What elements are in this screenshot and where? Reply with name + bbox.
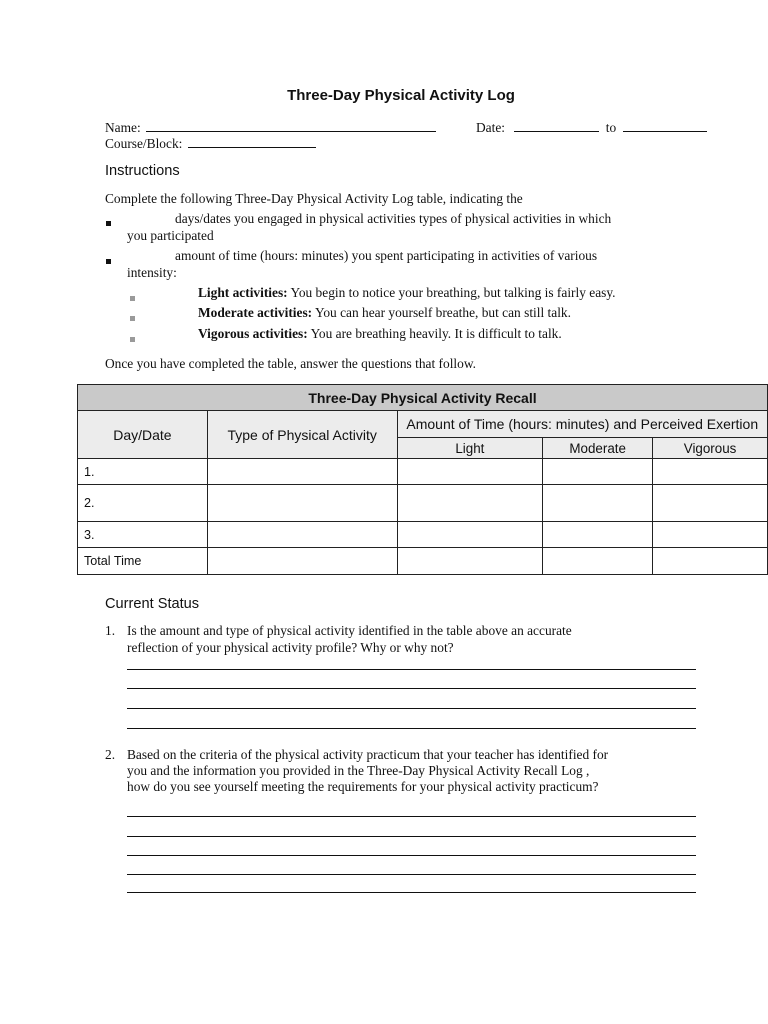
question-1-line1: Is the amount and type of physical activity identified in the table above an accurate bbox=[127, 623, 572, 638]
row-label: Total Time bbox=[78, 548, 208, 575]
answer-line[interactable] bbox=[127, 816, 696, 817]
cell-input[interactable] bbox=[543, 522, 653, 548]
instructions-outro: Once you have completed the table, answer the questions that follow. bbox=[105, 356, 476, 371]
date-to-label: to bbox=[605, 120, 617, 135]
light-text: You begin to notice your breathing, but talking is fairly easy. bbox=[287, 285, 616, 300]
row-label: 1. bbox=[78, 459, 208, 485]
table-row bbox=[78, 459, 768, 485]
bullet-icon bbox=[106, 251, 111, 269]
sub-bullet-icon bbox=[130, 308, 135, 326]
question-2-line1: Based on the criteria of the physical activity practicum that your teacher has identified for bbox=[127, 747, 609, 762]
question-1-line2: reflection of your physical activity profile? Why or why not? bbox=[127, 640, 454, 655]
col-light: Light bbox=[397, 438, 543, 459]
cell-input[interactable] bbox=[207, 485, 397, 522]
cell-input[interactable] bbox=[653, 548, 768, 575]
date-end-field[interactable] bbox=[623, 119, 707, 132]
cell-input[interactable] bbox=[397, 485, 543, 522]
status-heading: Current Status bbox=[105, 596, 200, 612]
col-amount-of-time: Amount of Time (hours: minutes) and Perceived Exertion bbox=[397, 411, 768, 438]
col-day-date: Day/Date bbox=[78, 411, 208, 459]
cell-input[interactable] bbox=[397, 459, 543, 485]
name-label: Name: bbox=[105, 120, 141, 135]
sub-bullet-vigorous bbox=[198, 326, 562, 342]
vigorous-label: Vigorous activities: bbox=[198, 326, 308, 341]
answer-line[interactable] bbox=[127, 892, 696, 893]
course-field[interactable] bbox=[188, 135, 316, 148]
cell-input[interactable] bbox=[543, 485, 653, 522]
cell-input[interactable] bbox=[543, 459, 653, 485]
cell-input[interactable] bbox=[653, 485, 768, 522]
question-2-number: 2. bbox=[105, 747, 116, 762]
instructions-heading: Instructions bbox=[105, 163, 180, 179]
cell-input[interactable] bbox=[207, 459, 397, 485]
table-row bbox=[78, 522, 768, 548]
moderate-label: Moderate activities: bbox=[198, 305, 313, 320]
sub-bullet-icon bbox=[130, 329, 135, 347]
moderate-text: You can hear yourself breathe, but can still talk. bbox=[312, 305, 571, 320]
bullet-1-line1: days/dates you engaged in physical activities types of physical activities in which bbox=[175, 211, 612, 226]
question-2-line2: you and the information you provided in the Three-Day Physical Activity Recall Log , bbox=[127, 763, 590, 778]
cell-input[interactable] bbox=[653, 522, 768, 548]
cell-input[interactable] bbox=[207, 522, 397, 548]
vigorous-text: You are breathing heavily. It is difficult to talk. bbox=[307, 326, 562, 341]
answer-line[interactable] bbox=[127, 708, 696, 709]
date-row bbox=[476, 119, 707, 136]
cell-input[interactable] bbox=[397, 548, 543, 575]
instructions-intro: Complete the following Three-Day Physical Activity Log table, indicating the bbox=[105, 191, 523, 206]
bullet-icon bbox=[106, 213, 111, 231]
row-label: 2. bbox=[78, 485, 208, 522]
course-label: Course/Block: bbox=[105, 136, 183, 151]
answer-line[interactable] bbox=[127, 836, 696, 837]
table-row bbox=[78, 548, 768, 575]
name-field[interactable] bbox=[146, 119, 436, 132]
answer-line[interactable] bbox=[127, 688, 696, 689]
date-label: Date: bbox=[476, 120, 505, 135]
answer-line[interactable] bbox=[127, 728, 696, 729]
col-activity-type: Type of Physical Activity bbox=[207, 411, 397, 459]
question-2-line3: how do you see yourself meeting the requirements for your physical activity practicum? bbox=[127, 779, 599, 794]
sub-bullet-icon bbox=[130, 288, 135, 306]
table-title: Three-Day Physical Activity Recall bbox=[78, 385, 768, 411]
sub-bullet-moderate bbox=[198, 305, 571, 321]
name-row bbox=[105, 119, 436, 136]
cell-input[interactable] bbox=[207, 548, 397, 575]
row-label: 3. bbox=[78, 522, 208, 548]
col-moderate: Moderate bbox=[543, 438, 653, 459]
bullet-1-line2: you participated bbox=[127, 228, 214, 243]
course-row bbox=[105, 135, 316, 152]
cell-input[interactable] bbox=[653, 459, 768, 485]
light-label: Light activities: bbox=[198, 285, 288, 300]
activity-recall-table bbox=[77, 384, 768, 575]
sub-bullet-light bbox=[198, 285, 616, 301]
date-start-field[interactable] bbox=[514, 119, 599, 132]
answer-line[interactable] bbox=[127, 669, 696, 670]
cell-input[interactable] bbox=[397, 522, 543, 548]
page-title: Three-Day Physical Activity Log bbox=[287, 87, 515, 104]
table-row bbox=[78, 485, 768, 522]
answer-line[interactable] bbox=[127, 855, 696, 856]
question-1-number: 1. bbox=[105, 623, 116, 638]
answer-line[interactable] bbox=[127, 874, 696, 875]
col-vigorous: Vigorous bbox=[653, 438, 768, 459]
bullet-2-line2: intensity: bbox=[127, 265, 177, 280]
cell-input[interactable] bbox=[543, 548, 653, 575]
bullet-2-line1: amount of time (hours: minutes) you spent participating in activities of various bbox=[175, 248, 598, 263]
